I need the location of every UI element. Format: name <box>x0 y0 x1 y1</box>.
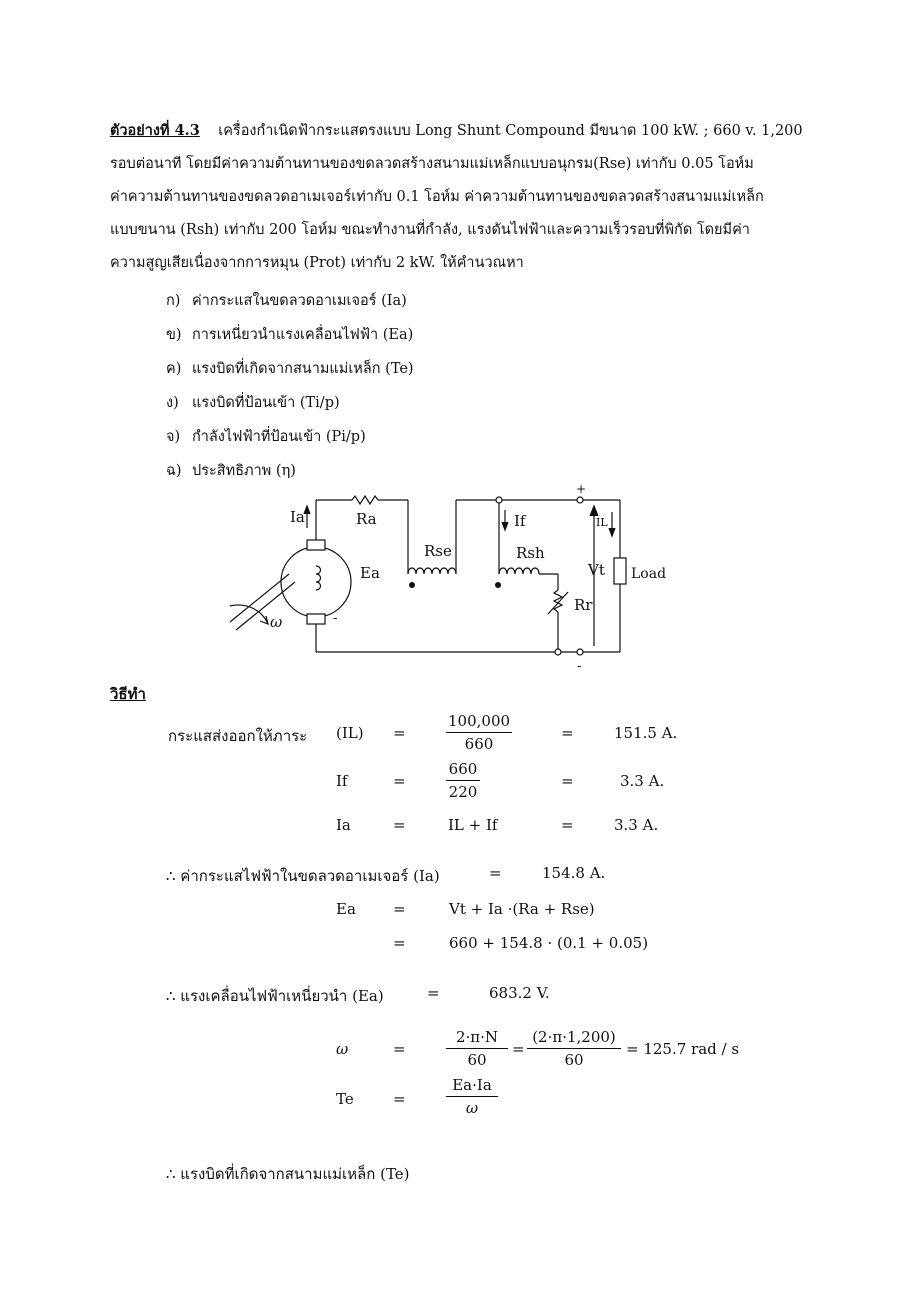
if-symbol: If <box>336 772 348 790</box>
equals-sign: = <box>393 724 406 742</box>
solution-heading: วิธีทำ <box>110 685 146 703</box>
if-fraction <box>446 760 480 801</box>
polarity-dot <box>409 582 415 588</box>
equals-sign: = <box>512 1040 525 1058</box>
series-coil <box>408 568 456 574</box>
label-if: If <box>514 512 526 530</box>
te-numerator: Ea·Ia <box>446 1076 498 1097</box>
resistor-ra <box>352 496 378 504</box>
label-il: IL <box>596 516 608 529</box>
omega-symbol: ω <box>336 1040 349 1058</box>
ia-symbol: Ia <box>336 816 351 834</box>
if-denominator: 220 <box>448 783 478 801</box>
example-title: ตัวอย่างที่ 4.3 <box>110 122 200 139</box>
label-rr: Rr <box>574 596 593 614</box>
omega-denominator-1: 60 <box>467 1051 487 1069</box>
omega-fraction-2 <box>527 1028 621 1069</box>
te-fraction <box>446 1076 498 1117</box>
label-ea: Ea <box>360 564 380 582</box>
omega-numerator-2: (2·π·1,200) <box>527 1028 621 1049</box>
rotation-arrow-icon <box>230 605 268 624</box>
il-result: 151.5 A. <box>614 724 678 742</box>
equals-sign: = <box>393 1040 406 1058</box>
il-numerator: 100,000 <box>446 712 512 733</box>
omega-fraction-1 <box>446 1028 508 1069</box>
equals-sign: = <box>561 724 574 742</box>
equals-sign: = <box>393 934 406 952</box>
label-armature-minus: - <box>333 611 338 626</box>
terminal-node <box>577 497 583 503</box>
conclusion-ia: ∴ ค่ากระแสไฟฟ้าในขดลวดอาเมเจอร์ (Ia) <box>166 867 440 885</box>
il-symbol: (IL) <box>336 724 364 742</box>
il-label: กระแสส่งออกให้ภาระ <box>168 727 308 745</box>
if-result: 3.3 A. <box>620 772 665 790</box>
terminal-node <box>577 649 583 655</box>
polarity-dot <box>495 582 501 588</box>
problem-line-4: แบบขนาน (Rsh) เท่ากับ 200 โอห์ม ขณะทำงานที่กำลัง, แรงดันไฟฟ้าและความเร็วรอบที่พิกัด โดยมีค่า <box>110 222 750 238</box>
problem-line-3: ค่าความต้านทานของขดลวดอาเมเจอร์เท่ากับ 0.1 โอห์ม ค่าความต้านทานของขดลวดสร้างสนามแม่เหล็ก <box>110 189 764 205</box>
label-rsh: Rsh <box>516 544 545 562</box>
omega-numerator-1: 2·π·N <box>446 1028 508 1049</box>
label-rse: Rse <box>424 542 452 560</box>
omega-denominator-2: 60 <box>564 1051 584 1069</box>
question-item: ฉ) ประสิทธิภาพ (η) <box>166 463 296 479</box>
ea-substitution: 660 + 154.8 · (0.1 + 0.05) <box>449 934 649 952</box>
equals-sign: = <box>393 900 406 918</box>
conclusion-ea-result: 683.2 V. <box>489 984 550 1002</box>
ea-expression: Vt + Ia ·(Ra + Rse) <box>449 900 595 918</box>
question-item: ง) แรงบิดที่ป้อนเข้า (Ti/p) <box>166 395 340 411</box>
question-item: ก) ค่ากระแสในขดลวดอาเมเจอร์ (Ia) <box>166 293 407 309</box>
label-ra: Ra <box>356 510 377 528</box>
conclusion-ia-result: 154.8 A. <box>542 864 606 882</box>
equals-sign: = <box>393 772 406 790</box>
problem-line-2: รอบต่อนาที โดยมีค่าความต้านทานของขดลวดสร้างสนามแม่เหล็กแบบอนุกรม(Rse) เท่ากับ 0.05 โอห์ม <box>110 156 754 172</box>
ia-expression: IL + If <box>448 816 498 834</box>
problem-line-5: ความสูญเสียเนื่องจากการหมุน (Prot) เท่ากับ 2 kW. ให้คำนวณหา <box>110 255 524 271</box>
equals-sign: = <box>427 984 440 1002</box>
terminal-node <box>555 649 561 655</box>
conclusion-ea: ∴ แรงเคลื่อนไฟฟ้าเหนี่ยวนำ (Ea) <box>166 987 384 1005</box>
label-omega: ω <box>270 613 283 631</box>
equals-sign: = <box>393 1090 406 1108</box>
terminal-node <box>496 497 502 503</box>
question-item: ข) การเหนี่ยวนำแรงเคลื่อนไฟฟ้า (Ea) <box>166 327 414 343</box>
label-load: Load <box>631 566 667 582</box>
problem-line-1: ตัวอย่างที่ 4.3 เครื่องกำเนิดฟ้ากระแสตรงแบบ Long Shunt Compound มีขนาด 100 kW. ; 660 v. 1,200 <box>110 122 803 139</box>
label-vt: Vt <box>588 561 605 579</box>
ia-result: 3.3 A. <box>614 816 659 834</box>
il-fraction <box>446 712 512 753</box>
equals-sign: = <box>561 772 574 790</box>
conclusion-te: ∴ แรงบิดที่เกิดจากสนามแม่เหล็ก (Te) <box>166 1165 410 1183</box>
if-numerator: 660 <box>446 760 480 781</box>
equals-sign: = <box>489 864 502 882</box>
load-box <box>614 558 626 584</box>
question-item: จ) กำลังไฟฟ้าที่ป้อนเข้า (Pi/p) <box>166 429 366 445</box>
brush-top <box>307 540 325 550</box>
equals-sign: = <box>561 816 574 834</box>
label-ia: Ia <box>290 508 305 526</box>
question-item: ค) แรงบิดที่เกิดจากสนามแม่เหล็ก (Te) <box>166 361 414 377</box>
label-minus: - <box>577 659 582 674</box>
te-denominator: ω <box>465 1099 479 1117</box>
shunt-coil <box>499 568 539 574</box>
ea-symbol: Ea <box>336 900 356 918</box>
label-plus: + <box>576 482 587 496</box>
armature-coil-icon <box>316 566 321 590</box>
brush-bottom <box>307 614 325 624</box>
te-symbol: Te <box>336 1090 354 1108</box>
rheostat-rr <box>554 590 562 612</box>
omega-result: = 125.7 rad / s <box>626 1040 740 1058</box>
equals-sign: = <box>393 816 406 834</box>
il-denominator: 660 <box>464 735 494 753</box>
